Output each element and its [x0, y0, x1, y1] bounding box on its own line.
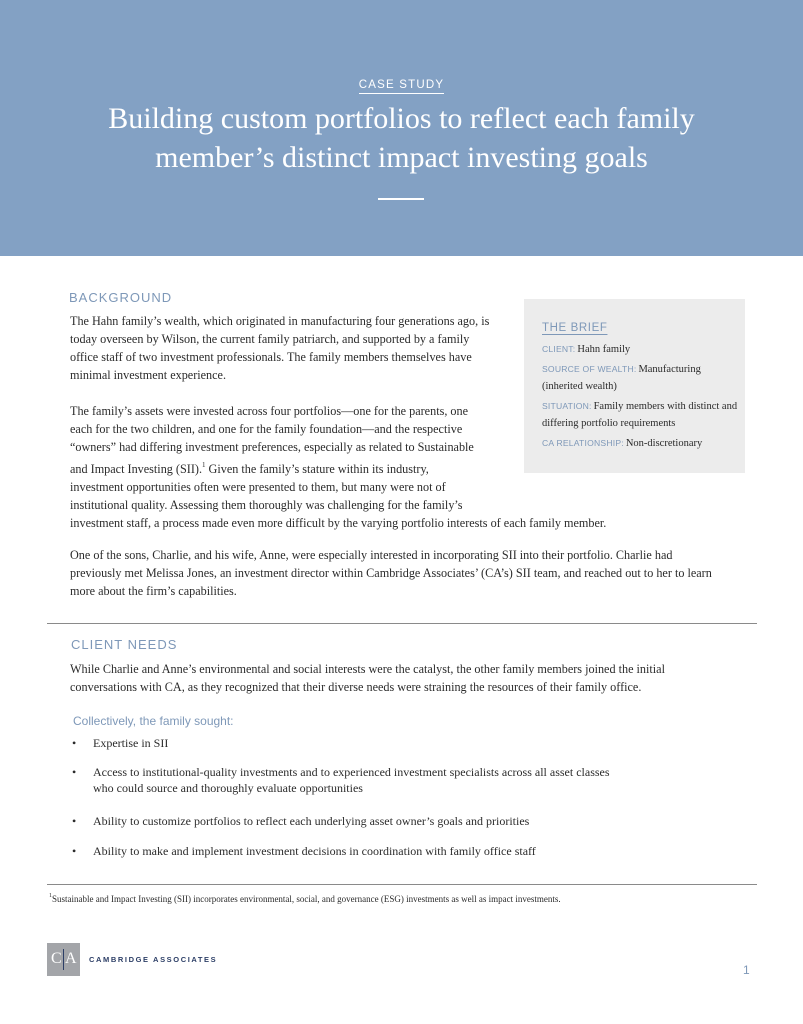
- list-item-text: Expertise in SII: [93, 736, 169, 750]
- logo-letter: A: [65, 950, 77, 967]
- logo-divider: [63, 949, 64, 970]
- list-item-text: Ability to make and implement investment decisions in coordination with family office staff: [93, 844, 536, 858]
- kicker-label: CASE STUDY: [359, 79, 445, 94]
- list-item-text: Access to institutional-quality investments and to experienced investment specialists across all asset classes who could source and thoroughly evaluate opportunities: [93, 764, 610, 795]
- footnote-number: 1: [49, 893, 52, 899]
- brief-title: THE BRIEF: [542, 322, 608, 334]
- brief-item-ca-relationship: [542, 435, 742, 452]
- background-paragraph-3: One of the sons, Charlie, and his wife, Anne, were especially interested in incorporating SII into their portfolio. Charlie had previously met Melissa Jones, an investment director within Cambridge Associates’ (CA’s) SII team, and reached out to her to learn more about the firm’s capabilities.: [70, 548, 712, 598]
- brief-label: SITUATION:: [542, 401, 592, 411]
- cambridge-associates-logo: [47, 943, 217, 976]
- needs-bullet-list: [70, 735, 630, 860]
- background-paragraph-1: The Hahn family’s wealth, which originated in manufacturing four generations ago, is today overseen by Wilson, the current family patriarch, and supported by a family office staff of two investment professionals. The family members themselves have minimal investment experience.: [70, 314, 490, 382]
- footnote-divider: [47, 884, 757, 885]
- logo-mark: [47, 943, 80, 976]
- bullet-icon: •: [72, 764, 77, 779]
- brief-value: Family members with distinct and differing portfolio requirements: [542, 401, 738, 429]
- list-item: [70, 735, 630, 752]
- bullet-icon: •: [72, 844, 77, 858]
- brief-value: Manufacturing (inherited wealth): [542, 364, 701, 392]
- list-item-text: Ability to customize portfolios to reflect each underlying asset owner’s goals and priorities: [93, 813, 530, 828]
- sought-label: Collectively, the family sought:: [73, 714, 234, 728]
- text-line: each for the two children, and one for the family foundation—and the respective: [70, 422, 463, 436]
- title-underline-divider: [378, 198, 424, 200]
- text-line: institutional quality. Assessing them thoroughly was challenging for the family’s: [70, 498, 463, 512]
- brief-value: Hahn family: [577, 344, 631, 355]
- brief-label: CLIENT:: [542, 344, 576, 354]
- case-study-kicker: [0, 75, 803, 94]
- page-title: Building custom portfolios to reflect each family member’s distinct impact investing goals: [108, 102, 695, 174]
- footnote-text: Sustainable and Impact Investing (SII) incorporates environmental, social, and governance (ESG) investments as well as impact investments.: [52, 894, 561, 904]
- bullet-icon: •: [72, 736, 77, 750]
- list-item: [70, 764, 630, 797]
- list-item: [70, 813, 630, 830]
- background-heading: BACKGROUND: [69, 290, 173, 305]
- footnote-reference[interactable]: 1: [202, 461, 206, 469]
- brief-item-source-of-wealth: [542, 361, 742, 395]
- client-needs-heading: CLIENT NEEDS: [71, 637, 178, 652]
- footnote: [49, 893, 561, 904]
- brief-item-client: [542, 341, 742, 358]
- text-line: investment staff, a process made even more difficult by the varying portfolio interests of each family member.: [70, 516, 607, 530]
- company-name: CAMBRIDGE ASSOCIATES: [89, 955, 218, 964]
- client-needs-paragraph: While Charlie and Anne’s environmental and social interests were the catalyst, the other family members joined the initial conversations with CA, as they recognized that their diverse needs were straining the resources of their family office.: [70, 662, 665, 694]
- brief-item-situation: [542, 398, 742, 432]
- brief-list: [542, 341, 742, 455]
- text-fragment: and Impact Investing (SII).: [70, 462, 202, 476]
- brief-label: SOURCE OF WEALTH:: [542, 364, 637, 374]
- text-line: investment opportunities often were presented to them, but many were not of: [70, 480, 446, 494]
- brief-label: CA RELATIONSHIP:: [542, 438, 624, 448]
- brief-value: Non-discretionary: [625, 438, 703, 449]
- bullet-icon: •: [72, 813, 77, 828]
- text-line: The family’s assets were invested across four portfolios—one for the parents, one: [70, 404, 469, 418]
- header-banner: [0, 0, 803, 256]
- the-brief-box: [524, 299, 745, 473]
- section-divider: [47, 623, 757, 624]
- text-fragment: Given the family’s stature within its industry,: [208, 462, 429, 476]
- page-number: 1: [743, 963, 750, 977]
- logo-letter: C: [51, 950, 62, 967]
- list-item: [70, 843, 630, 860]
- text-line: “owners” had differing investment preferences, especially as related to Sustainable: [70, 440, 474, 454]
